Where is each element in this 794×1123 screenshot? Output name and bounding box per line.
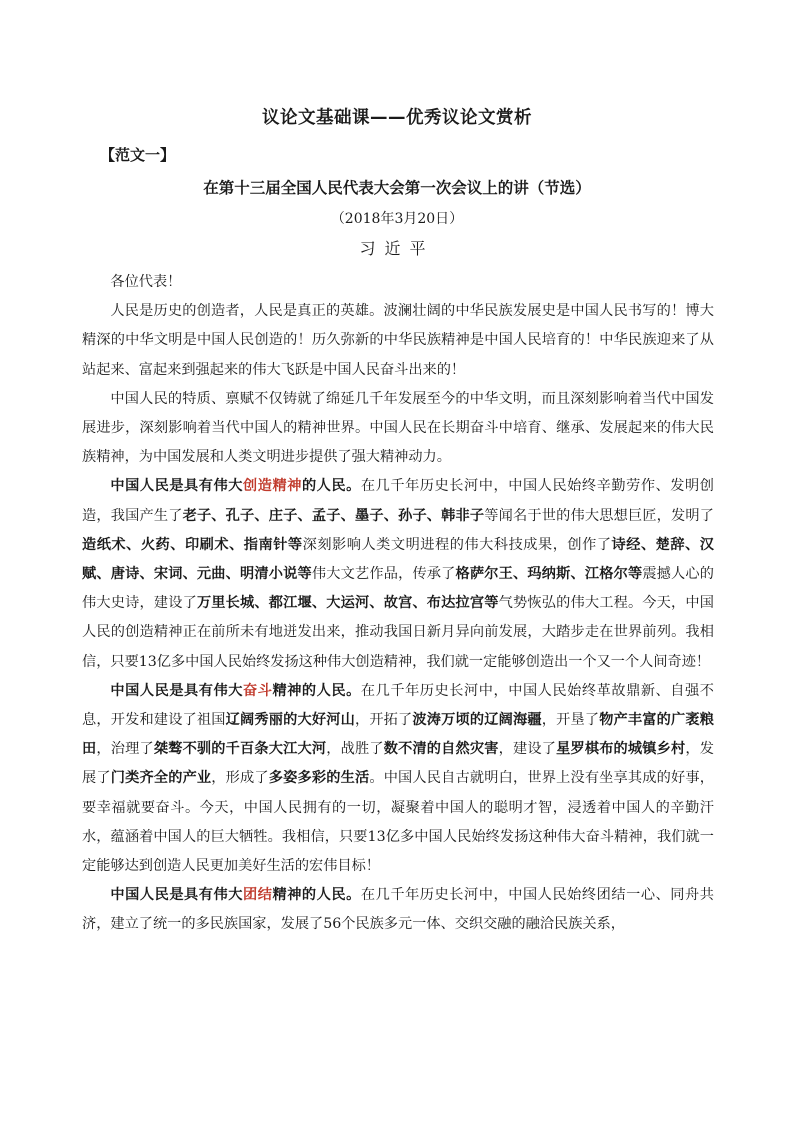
speech-date: （2018年3月20日） (330, 211, 464, 227)
bold-span: 物产丰富的广袤粮田 (82, 712, 714, 758)
text-span: ，开拓了 (354, 712, 413, 729)
bold-span: 桀骜不驯的千百条大江大河 (153, 741, 327, 758)
text-span: 气势恢弘的伟大工程。今天，中国人民的创造精神正在前所未有地迸发出来，推动我国日新月异向前发展，大踏步走在世界前列。我相信，只要13亿多中国人民始终发扬这种伟大创造精神，我们就一定能够创造出一个又一个人间奇迹！ (82, 595, 714, 670)
text-span: 伟大文艺作品，传承了 (311, 566, 456, 583)
paragraph-5-lead-end: 精神的人民。 (272, 887, 361, 904)
text-span: ，形成了 (211, 770, 269, 787)
bold-span: 门类齐全的产业 (110, 770, 212, 787)
bold-span: 老子、孔子、庄子、孟子、墨子、孙子、韩非子 (182, 507, 485, 524)
bold-span: 造纸术、火药、印刷术、指南针等 (82, 536, 303, 553)
text-span: ，战胜了 (326, 741, 384, 758)
text-span: 震撼人心的伟大史诗，建设了 (82, 566, 714, 612)
bold-span: 万里长城、都江堰、大运河、故宫、布达拉宫等 (196, 595, 499, 612)
text-span: 。中国人民自古就明白，世界上没有坐享其成的好事，要幸福就要奋斗。今天，中国人民拥有的一切，凝聚着中国人的聪明才智，浸透着中国人的辛勤汗水，蕴涵着中国人的巨大牺牲。我相信，只要13亿多中国人民始终发扬这种伟大奋斗精神，我们就一定能够达到创造人民更加美好生活的宏伟目标！ (82, 770, 714, 875)
paragraph-4-lead: 中国人民是具有伟大 (110, 682, 243, 699)
paragraph-5-keyword: 团结 (243, 887, 273, 904)
paragraph-5-lead: 中国人民是具有伟大 (110, 887, 243, 904)
text-span: ，治理了 (96, 741, 154, 758)
bold-span: 格萨尔王、玛纳斯、江格尔等 (455, 566, 643, 583)
paragraph-4 (82, 677, 714, 881)
bold-span: 星罗棋布的城镇乡村 (556, 741, 686, 758)
text-span: 等闻名于世的伟大思想巨匠，发明了 (484, 507, 714, 524)
bold-span: 辽阔秀丽的大好河山 (225, 712, 355, 729)
paragraph-3-lead-end: 的人民。 (301, 478, 361, 495)
bold-span: 多姿多彩的生活 (268, 770, 370, 787)
text-span: ，发展了 (82, 741, 714, 787)
paragraph-2: 中国人民的特质、禀赋不仅铸就了绵延几千年发展至今的中华文明，而且深刻影响着当代中国发展进步，深刻影响着当代中国人的精神世界。中国人民在长期奋斗中培育、继承、发展起来的伟大民族精神，为中国发展和人类文明进步提供了强大精神动力。 (82, 390, 714, 466)
text-span: 在几千年历史长河中，中国人民始终辛勤劳作、发明创造，我国产生了 (82, 478, 714, 524)
bold-span: 波涛万顷的辽阔海疆 (412, 712, 542, 729)
speech-author: 习近平 (359, 239, 435, 258)
section-label: 【范文一】 (100, 146, 176, 164)
text-span: ，开垦了 (541, 712, 600, 729)
paragraph-3-keyword: 创造精神 (243, 478, 302, 495)
paragraph-4-lead-end: 精神的人民。 (272, 682, 361, 699)
paragraph-3 (82, 472, 714, 676)
text-span: 在几千年历史长河中，中国人民始终团结一心、同舟共济，建立了统一的多民族国家，发展了56个民族多元一体、交织交融的融洽民族关系， (82, 887, 714, 933)
text-span: 在几千年历史长河中，中国人民始终革故鼎新、自强不息，开发和建设了祖国 (82, 682, 714, 729)
speech-body (82, 268, 714, 940)
paragraph-3-lead: 中国人民是具有伟大 (110, 478, 243, 495)
text-span: 深刻影响人类文明进程的伟大科技成果，创作了 (302, 536, 612, 553)
speech-title: 在第十三届全国人民代表大会第一次会议上的讲（节选） (203, 179, 591, 197)
greeting: 各位代表！ (110, 274, 182, 290)
paragraph-1: 人民是历史的创造者，人民是真正的英雄。波澜壮阔的中华民族发展史是中国人民书写的！博大精深的中华文明是中国人民创造的！历久弥新的中华民族精神是中国人民培育的！中华民族迎来了从站起来、富起来到强起来的伟大飞跃是中国人民奋斗出来的！ (82, 303, 714, 378)
text-span: ，建设了 (498, 741, 557, 758)
bold-span: 数不清的自然灾害 (383, 741, 499, 758)
document-title: 议论文基础课——优秀议论文赏析 (262, 108, 532, 128)
paragraph-5 (82, 881, 714, 939)
paragraph-4-keyword: 奋斗 (243, 682, 273, 699)
bold-span: 诗经、楚辞、汉赋、唐诗、宋词、元曲、明清小说等 (82, 536, 714, 583)
